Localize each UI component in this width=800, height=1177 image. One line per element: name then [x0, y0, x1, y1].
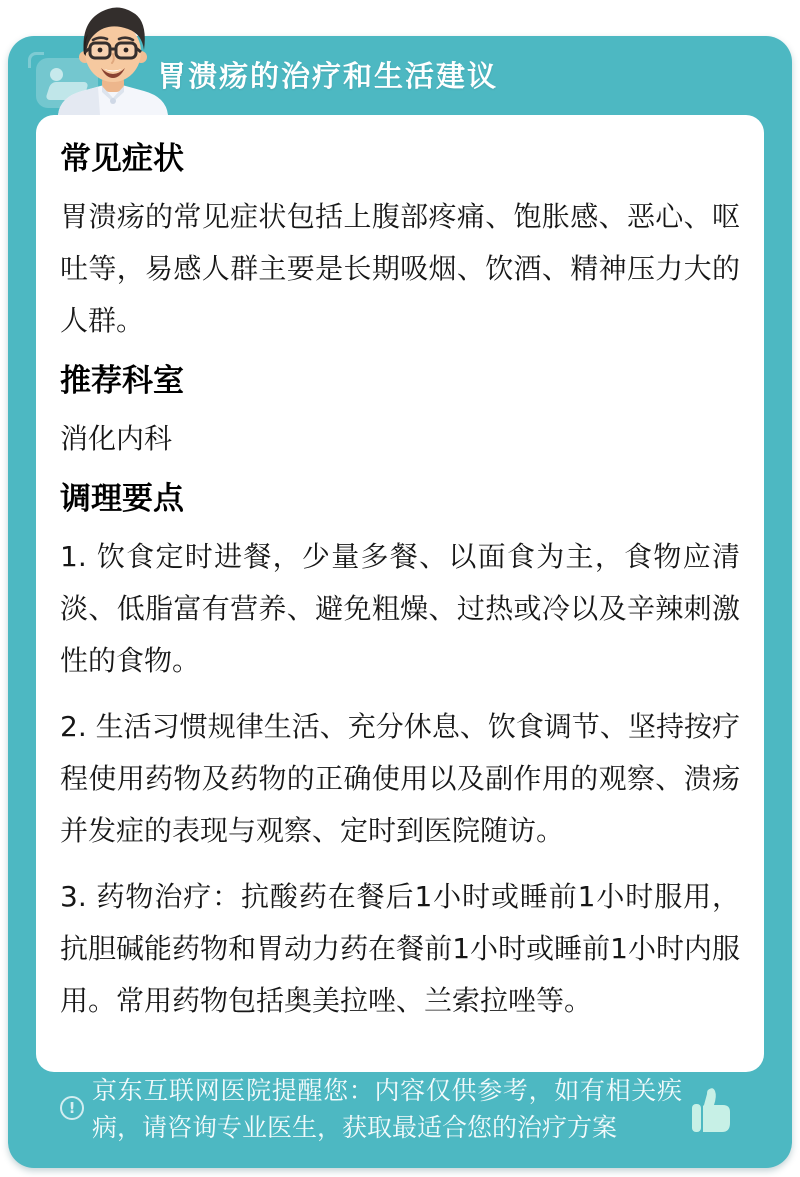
- message-card: [8, 36, 792, 1168]
- section-heading-department: 推荐科室: [60, 362, 184, 399]
- section-paragraph: 消化内科: [60, 421, 173, 455]
- section-heading-care-points: 调理要点: [60, 480, 184, 517]
- info-icon: !: [60, 1096, 84, 1120]
- section-paragraph: 胃溃疡的常见症状包括上腹部疼痛、饱胀感、恶心、呕吐等，易感人群主要是长期吸烟、饮酒、精神压力大的人群。: [60, 199, 740, 337]
- care-point-item-1: 1. 饮食定时进餐，少量多餐、以面食为主，食物应清淡、低脂富有营养、避免粗燥、过热或冷以及辛辣刺激性的食物。: [60, 539, 740, 677]
- doctor-avatar: [48, 2, 178, 115]
- page-title: 胃溃疡的治疗和生活建议: [157, 59, 499, 93]
- thumbs-up-icon[interactable]: [690, 1086, 734, 1134]
- card-footer: [8, 1070, 792, 1154]
- care-point-item-2: 2. 生活习惯规律生活、充分休息、饮食调节、坚持按疗程使用药物及药物的正确使用以及副作用的观察、溃疡并发症的表现与观察、定时到医院随访。: [60, 709, 740, 847]
- section-heading-symptoms: 常见症状: [60, 141, 184, 177]
- disclaimer-text: 京东互联网医院提醒您：内容仅供参考，如有相关疾病，请咨询专业医生，获取最适合您的治疗方案: [92, 1076, 682, 1142]
- card-header: [8, 36, 792, 115]
- content-card: [36, 115, 764, 1072]
- care-point-item-3: 3. 药物治疗：抗酸药在餐后1小时或睡前1小时服用，抗胆碱能药物和胃动力药在餐前1小时或睡前1小时内服用。常用药物包括奥美拉唑、兰索拉唑等。: [60, 879, 740, 1017]
